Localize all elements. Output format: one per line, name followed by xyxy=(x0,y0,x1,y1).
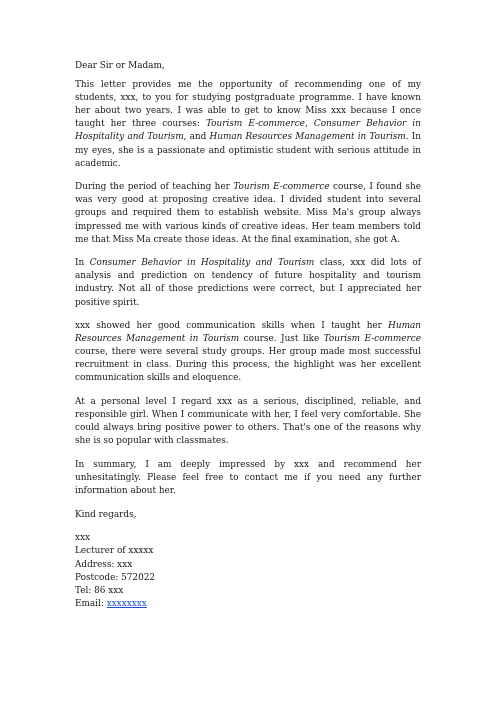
p2-text-1: During the period of teaching her xyxy=(75,182,234,193)
course-name: Consumer Behavior in Hospitality and Tourism xyxy=(89,258,315,269)
email-link[interactable]: xxxxxxxx xyxy=(106,598,147,609)
paragraph-consumer-behavior xyxy=(75,257,421,309)
paragraph-summary: In summary, I am deeply impressed by xxx and recommend her unhesitatingly. Please feel free to contact me if you need any further information about her. xyxy=(75,459,421,497)
signature-address: Address: xxx xyxy=(75,559,133,570)
course-name: Tourism E-commerce xyxy=(205,119,305,130)
p3-text-2: class, xxx did lots of analysis and prediction on tendency of future hospitality and tourism industry. Not all of those predictions were correct, but I appreciated her positive spirit. xyxy=(75,258,421,308)
course-name: Human Resources Management in Tourism xyxy=(75,321,421,345)
signature-postcode: Postcode: 572022 xyxy=(75,572,156,583)
p4-text-1: xxx showed her good communication skills when I taught her xyxy=(75,321,389,332)
p4-text-2: course. Just like xyxy=(239,334,324,345)
closing: Kind regards, xyxy=(75,509,137,520)
p2-text-2: course, I found she was very good at proposing creative idea. I divided student into several groups and required them to establish website. Miss Ma's group always impressed me with various kinds of creative ideas. Her team members told me that Miss Ma create those ideas. At the final examination, she got A. xyxy=(75,182,421,245)
p1-text-1: This letter provides me the opportunity of recommending one of my students, xxx, to you for studying postgraduate programme. I have known her about two years. I was able to get to know Miss xxx because I once taught her three courses: xyxy=(75,80,421,130)
signature-name: xxx xyxy=(75,533,91,544)
course-name: Consumer Behavior in Hospitality and Tourism xyxy=(75,119,421,143)
salutation: Dear Sir or Madam, xyxy=(75,61,165,71)
paragraph-ecommerce xyxy=(75,181,421,246)
p3-text-1: In xyxy=(75,258,90,269)
email-label: Email: xyxy=(75,598,107,609)
p4-text-3: course, there were several study groups. Her group made most successful recruitment in class. During this process, the highlight was her excellent communication skills and eloquence. xyxy=(75,347,421,384)
signature-email xyxy=(75,598,421,611)
paragraph-introduction xyxy=(75,79,421,171)
paragraph-communication xyxy=(75,320,421,385)
signature-block xyxy=(75,532,421,611)
p1-text-3: , and xyxy=(183,132,210,143)
p1-text-2: , xyxy=(304,119,314,130)
letter-body xyxy=(75,60,421,611)
course-name: Tourism E-commerce xyxy=(233,182,330,193)
signature-title: Lecturer of xxxxx xyxy=(75,546,154,557)
signature-tel: Tel: 86 xxx xyxy=(75,585,124,596)
course-name: Human Resources Management in Tourism xyxy=(209,132,406,143)
course-name: Tourism E-commerce xyxy=(323,334,422,345)
paragraph-personal: At a personal level I regard xxx as a serious, disciplined, reliable, and responsible girl. When I communicate with her, I feel very comfortable. She could always bring positive power to others. That's one of the reasons why she is so popular with classmates. xyxy=(75,397,421,447)
p1-text-4: . In my eyes, she is a passionate and optimistic student with serious attitude in academic. xyxy=(75,132,421,169)
